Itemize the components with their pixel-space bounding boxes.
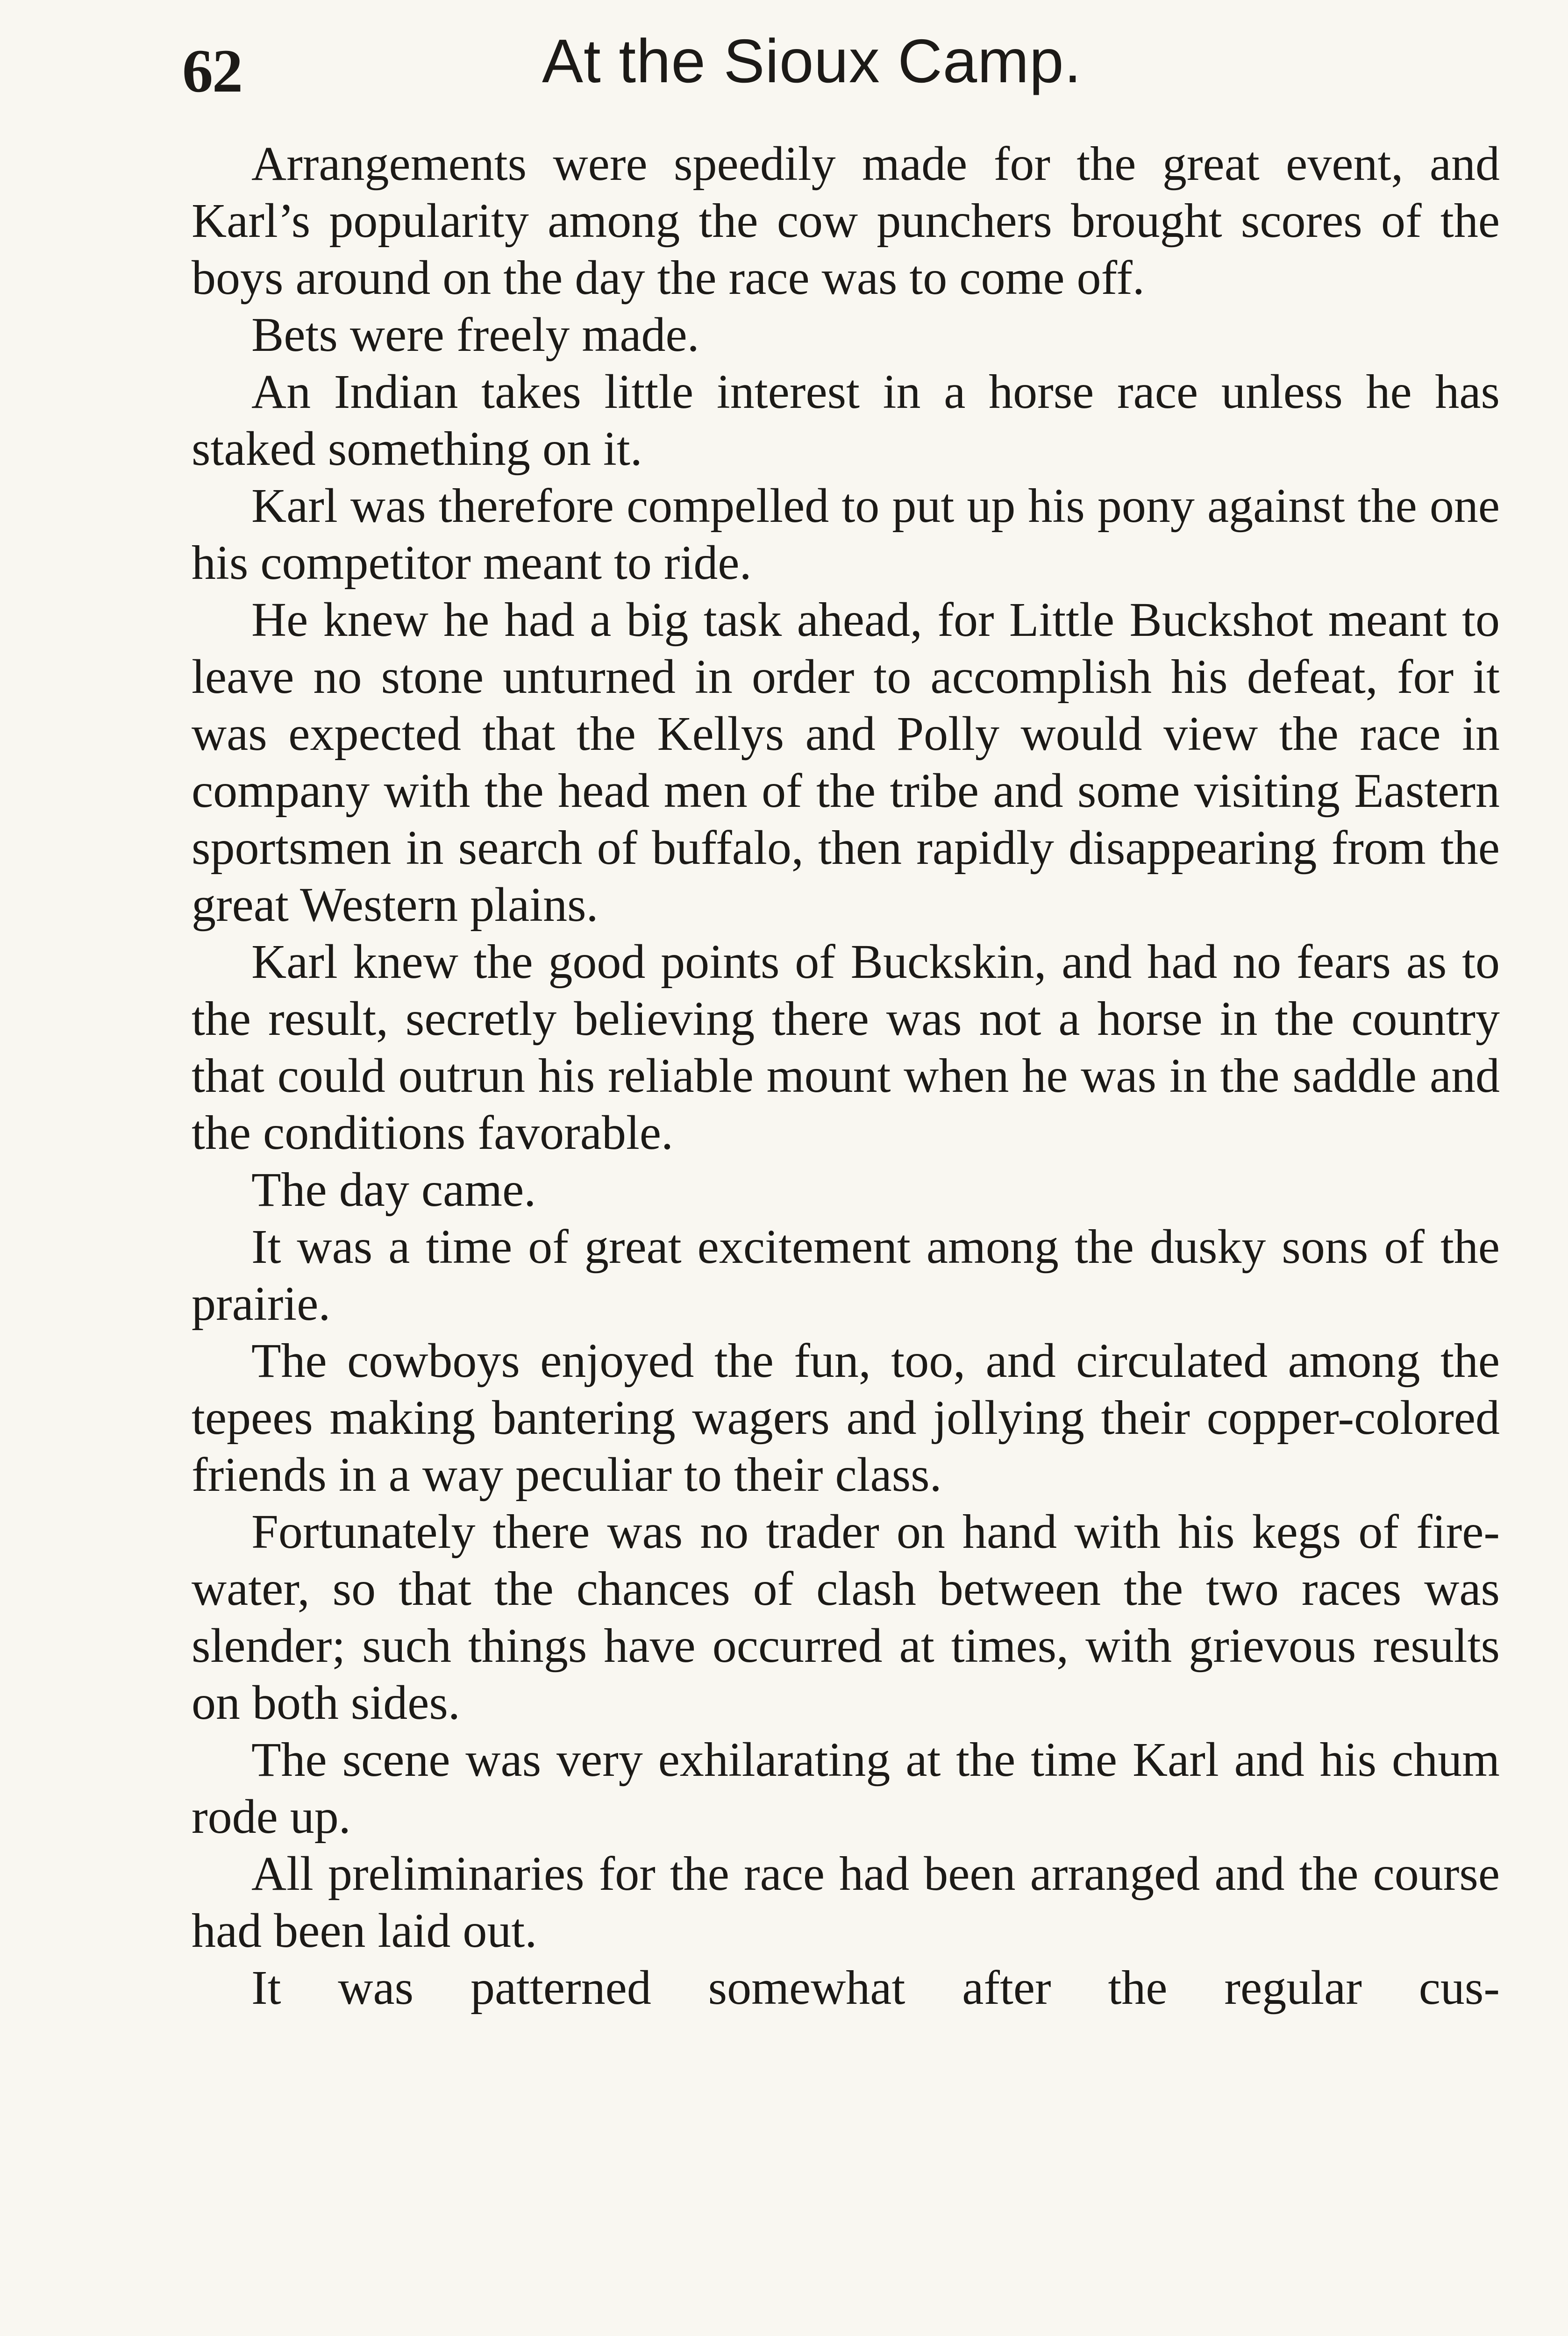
page-number: 62 (182, 36, 242, 105)
paragraph: An Indian takes little interest in a horse race unless he has staked something on it. (192, 365, 1500, 476)
paragraph: Bets were freely made. (251, 308, 699, 362)
body-text (192, 135, 1500, 2016)
paragraph: All preliminaries for the race had been arranged and the course had been laid out. (192, 1847, 1500, 1958)
paragraph: It was a time of great excitement among the dusky sons of the prairie. (192, 1220, 1500, 1331)
paragraph: The cowboys enjoyed the fun, too, and circulated among the tepees making bantering wagers and jollying their copper-colored friends in a way peculiar to their class. (192, 1334, 1500, 1502)
paragraph-continued: It was patterned somewhat after the regular cus- (251, 1961, 1500, 2015)
paragraph: Karl knew the good points of Buckskin, and had no fears as to the result, secretly believing there was not a horse in the country that could outrun his reliable mount when he was in the saddle and the conditions favorable. (192, 935, 1500, 1160)
running-title: At the Sioux Camp. (542, 27, 1082, 95)
paragraph: The scene was very exhilarating at the time Karl and his chum rode up. (192, 1733, 1500, 1844)
paragraph: The day came. (251, 1163, 536, 1217)
page-header (182, 26, 1397, 119)
paragraph: Karl was therefore compelled to put up his pony against the one his competitor meant to ride. (192, 479, 1500, 590)
paragraph: He knew he had a big task ahead, for Little Buckshot meant to leave no stone unturned in order to accomplish his defeat, for it was expected that the Kellys and Polly would view the race in company with the head men of the tribe and some visiting Eastern sportsmen in search of buffalo, then rapidly disappearing from the great Western plains. (192, 593, 1500, 932)
paragraph: Arrangements were speedily made for the great event, and Karl’s popularity among the cow punchers brought scores of the boys around on the day the race was to come off. (192, 137, 1500, 305)
paragraph: Fortunately there was no trader on hand with his kegs of fire-water, so that the chances of clash between the two races was slender; such things have occurred at times, with grievous results on both sides. (192, 1505, 1500, 1730)
